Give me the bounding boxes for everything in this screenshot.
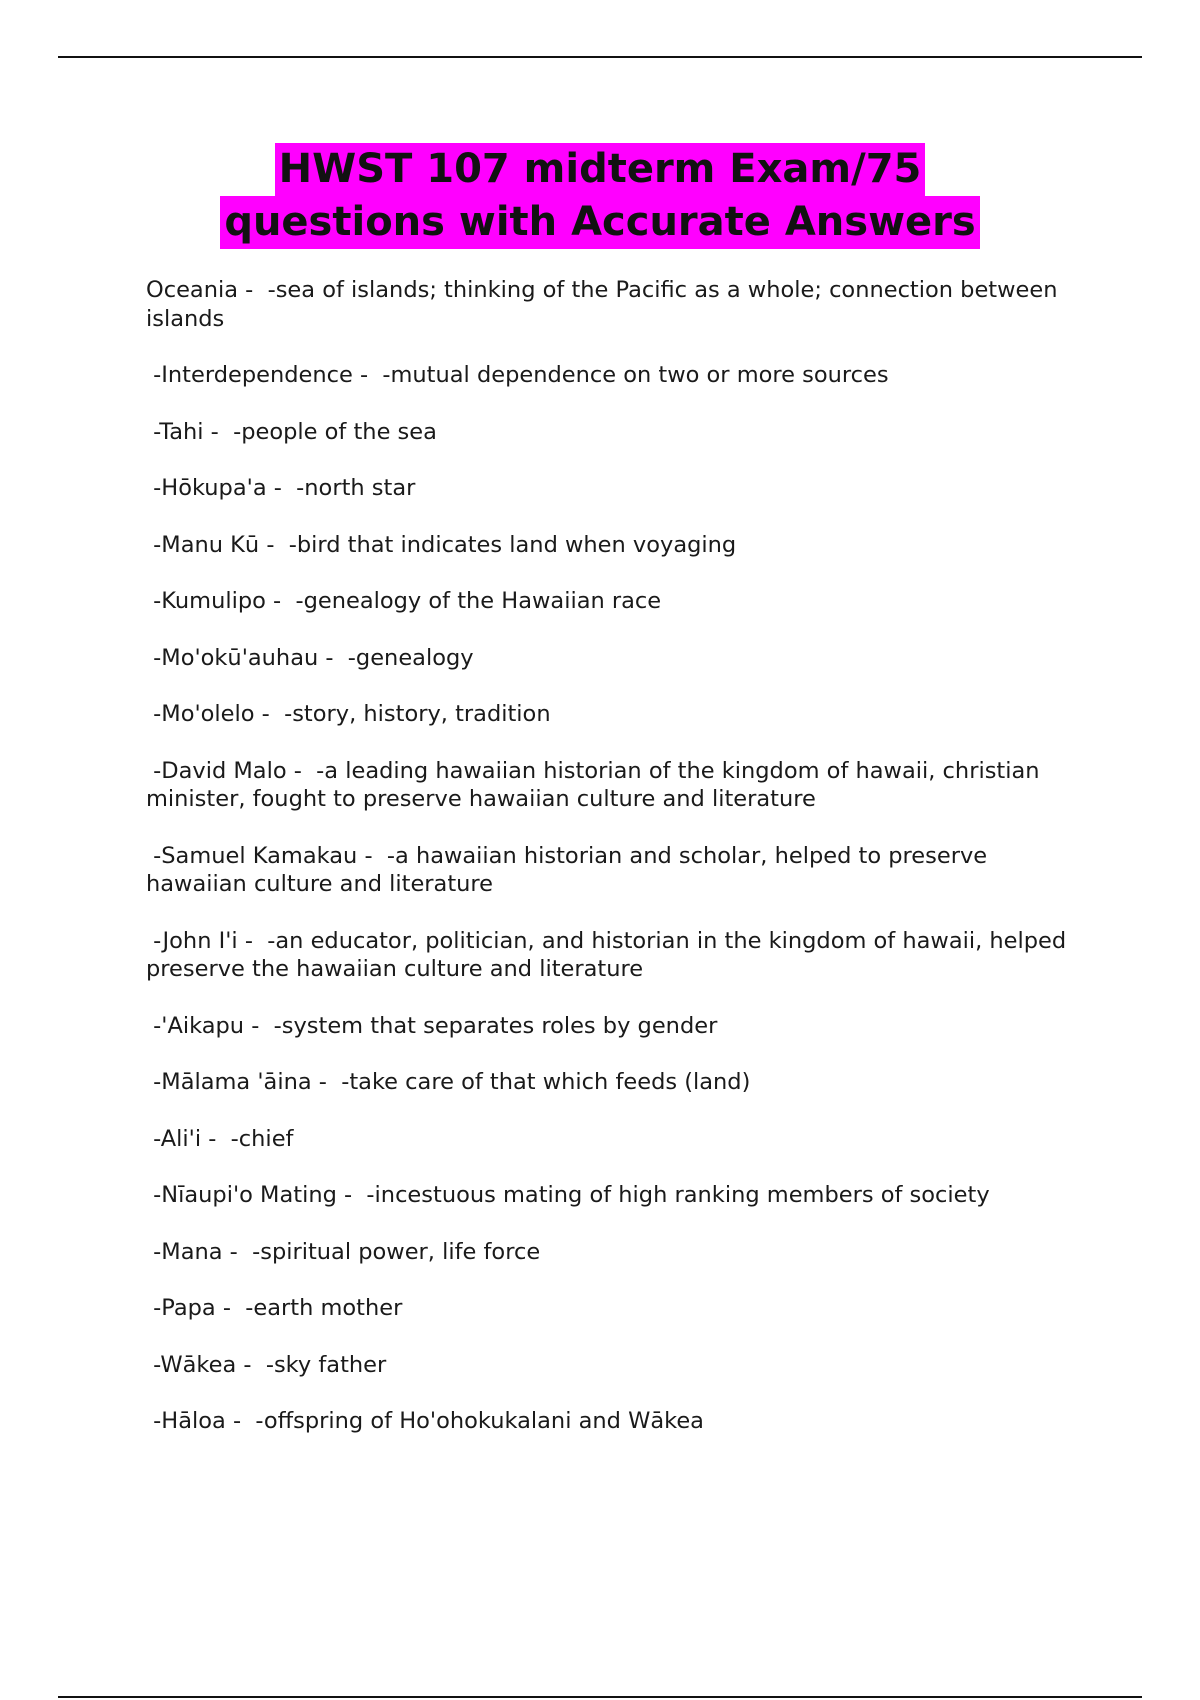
term-entry-oceania: Oceania - -sea of islands; thinking of the Pacific as a whole; connection between islands (146, 277, 1065, 332)
term-entry-aikapu: -'Aikapu - -system that separates roles by gender (146, 1012, 718, 1039)
term-entry-samuel-kamakau: -Samuel Kamakau - -a hawaiian historian and scholar, helped to preserve hawaiian culture and literature (146, 842, 995, 897)
term-entry-mana: -Mana - -spiritual power, life force (146, 1238, 541, 1265)
term-entry-alii: -Ali'i - -chief (146, 1125, 294, 1152)
footer-rule (58, 1696, 1142, 1698)
title-line-1: HWST 107 midterm Exam/75 (275, 143, 926, 196)
header-rule (58, 56, 1142, 58)
term-entry-moolelo: -Mo'olelo - -story, history, tradition (146, 701, 551, 727)
term-entry-haloa: -Hāloa - -offspring of Ho'ohokukalani and Wākea (146, 1408, 704, 1434)
term-entry-interdependence: -Interdependence - -mutual dependence on two or more sources (146, 362, 889, 388)
term-entry-manu-ku: -Manu Kū - -bird that indicates land when voyaging (146, 531, 737, 558)
term-entry-mookuauhau: -Mo'okū'auhau - -genealogy (146, 644, 474, 671)
term-entry-hokupaa: -Hōkupa'a - -north star (146, 475, 416, 501)
term-entry-david-malo: -David Malo - -a leading hawaiian historian of the kingdom of hawaii, christian minister, fought to preserve hawaiian culture and literature (146, 757, 1047, 812)
term-entry-niaupio-mating: -Nīaupi'o Mating - -incestuous mating of high ranking members of society (146, 1182, 990, 1208)
term-entry-john-ii: -John I'i - -an educator, politician, and historian in the kingdom of hawaii, helped preserve the hawaiian culture and literature (146, 927, 1074, 982)
term-entry-malama-aina: -Mālama 'āina - -take care of that which feeds (land) (146, 1069, 751, 1095)
term-entry-kumulipo: -Kumulipo - -genealogy of the Hawaiian race (146, 588, 662, 614)
title-line-2: questions with Accurate Answers (220, 196, 979, 249)
term-entry-papa: -Papa - -earth mother (146, 1295, 403, 1321)
term-entry-wakea: -Wākea - -sky father (146, 1351, 387, 1378)
term-entry-tahi: -Tahi - -people of the sea (146, 418, 437, 445)
document-title (0, 143, 1200, 249)
term-list (146, 276, 1076, 1464)
